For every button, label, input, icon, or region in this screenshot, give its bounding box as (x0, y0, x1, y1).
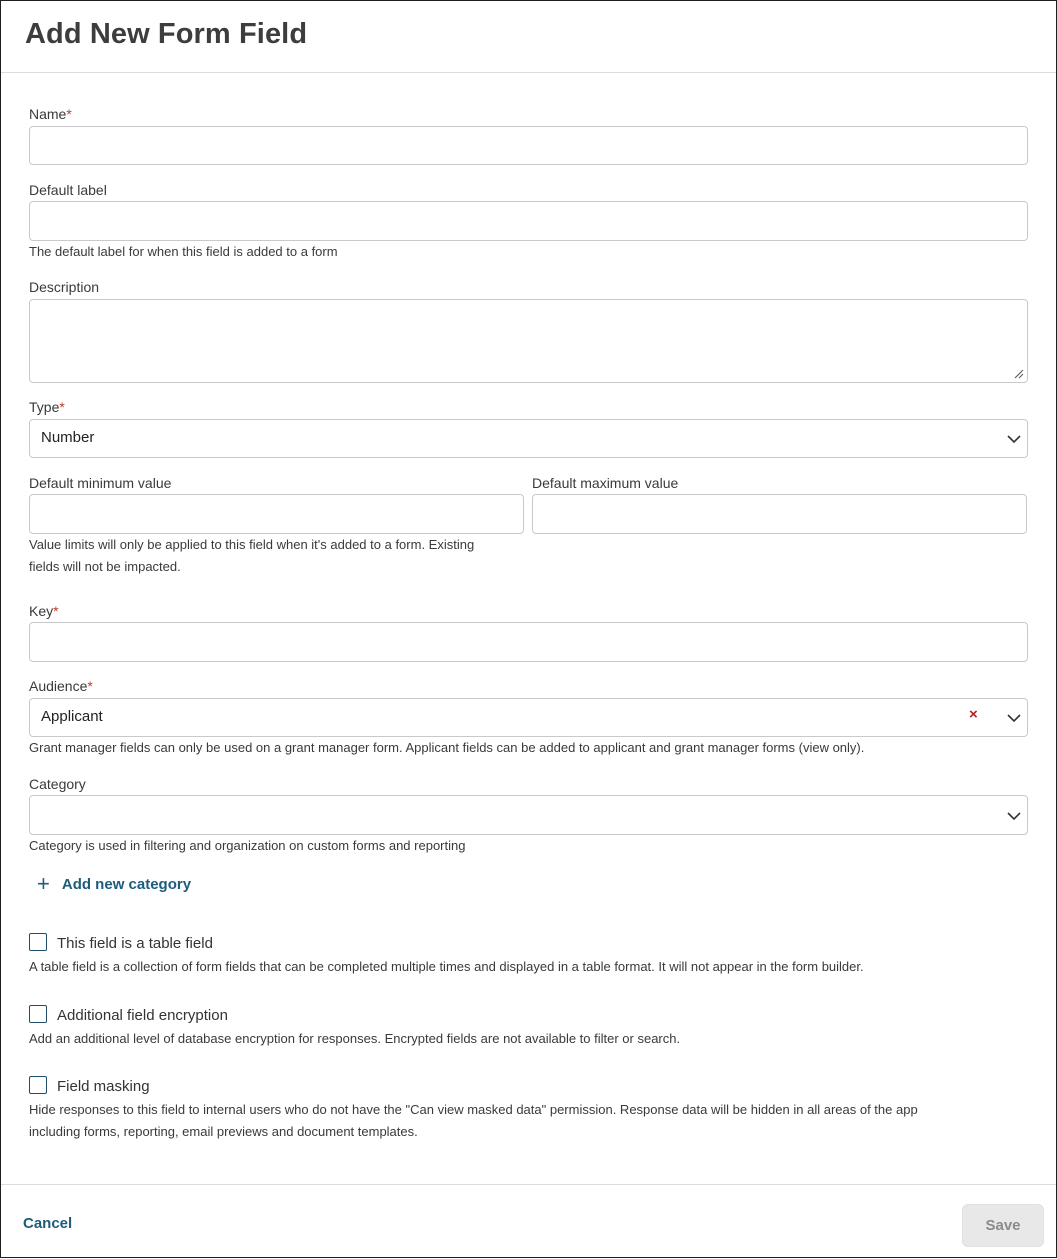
chevron-down-icon[interactable] (1006, 434, 1022, 444)
type-selected-value: Number (41, 429, 95, 446)
cancel-button[interactable]: Cancel (23, 1215, 73, 1232)
default-min-input[interactable] (29, 494, 524, 534)
audience-label-text: Audience (29, 678, 88, 694)
masking-help-line1: Hide responses to this field to internal users who do not have the "Can view masked data" permission. Response data will be hidden in all areas of the app (29, 1102, 918, 1117)
category-select[interactable] (29, 795, 1028, 835)
default-label-input[interactable] (29, 201, 1028, 241)
required-mark: * (87, 678, 93, 694)
masking-checkbox[interactable] (29, 1076, 47, 1094)
value-limits-help-line2: fields will not be impacted. (29, 559, 181, 574)
default-max-input[interactable] (532, 494, 1027, 534)
required-mark: * (66, 106, 72, 122)
encryption-label[interactable]: Additional field encryption (57, 1007, 228, 1024)
type-label-text: Type (29, 399, 60, 415)
description-textarea[interactable] (29, 299, 1028, 383)
close-icon[interactable]: × (969, 706, 978, 723)
audience-label (29, 678, 93, 694)
resize-grip-icon[interactable] (1013, 368, 1024, 379)
save-button[interactable]: Save (962, 1204, 1044, 1247)
chevron-down-icon[interactable] (1006, 811, 1022, 821)
category-label: Category (29, 776, 86, 792)
audience-help: Grant manager fields can only be used on a grant manager form. Applicant fields can be added to applicant and grant manager forms (view only). (29, 740, 865, 755)
key-input[interactable] (29, 622, 1028, 662)
plus-icon: + (37, 871, 50, 896)
default-label-label: Default label (29, 182, 107, 198)
default-label-help: The default label for when this field is added to a form (29, 244, 338, 259)
encryption-help: Add an additional level of database encryption for responses. Encrypted fields are not available to filter or search. (29, 1031, 681, 1046)
page-title: Add New Form Field (25, 18, 308, 50)
audience-selected-value: Applicant (41, 708, 103, 725)
table-field-help: A table field is a collection of form fields that can be completed multiple times and displayed in a table format. It will not appear in the form builder. (29, 959, 864, 974)
dialog-footer (1, 1184, 1056, 1259)
add-category-button[interactable] (37, 871, 191, 897)
dialog-header (1, 1, 1056, 73)
type-select[interactable] (29, 419, 1028, 458)
type-label (29, 399, 65, 415)
value-limits-help-line1: Value limits will only be applied to this field when it's added to a form. Existing (29, 537, 475, 552)
description-label: Description (29, 279, 100, 295)
table-field-label[interactable]: This field is a table field (57, 935, 213, 952)
audience-select[interactable] (29, 698, 1028, 737)
chevron-down-icon[interactable] (1006, 713, 1022, 723)
key-label (29, 603, 59, 619)
encryption-checkbox[interactable] (29, 1005, 47, 1023)
masking-help-line2: including forms, reporting, email previews and document templates. (29, 1124, 418, 1139)
category-help: Category is used in filtering and organization on custom forms and reporting (29, 838, 466, 853)
name-input[interactable] (29, 126, 1028, 165)
name-label (29, 106, 72, 122)
default-max-label: Default maximum value (532, 475, 679, 491)
masking-label[interactable]: Field masking (57, 1078, 150, 1095)
name-label-text: Name (29, 106, 67, 122)
key-label-text: Key (29, 603, 54, 619)
add-category-label: Add new category (61, 875, 192, 893)
table-field-checkbox[interactable] (29, 933, 47, 951)
required-mark: * (53, 603, 59, 619)
required-mark: * (59, 399, 65, 415)
default-min-label: Default minimum value (29, 475, 172, 491)
